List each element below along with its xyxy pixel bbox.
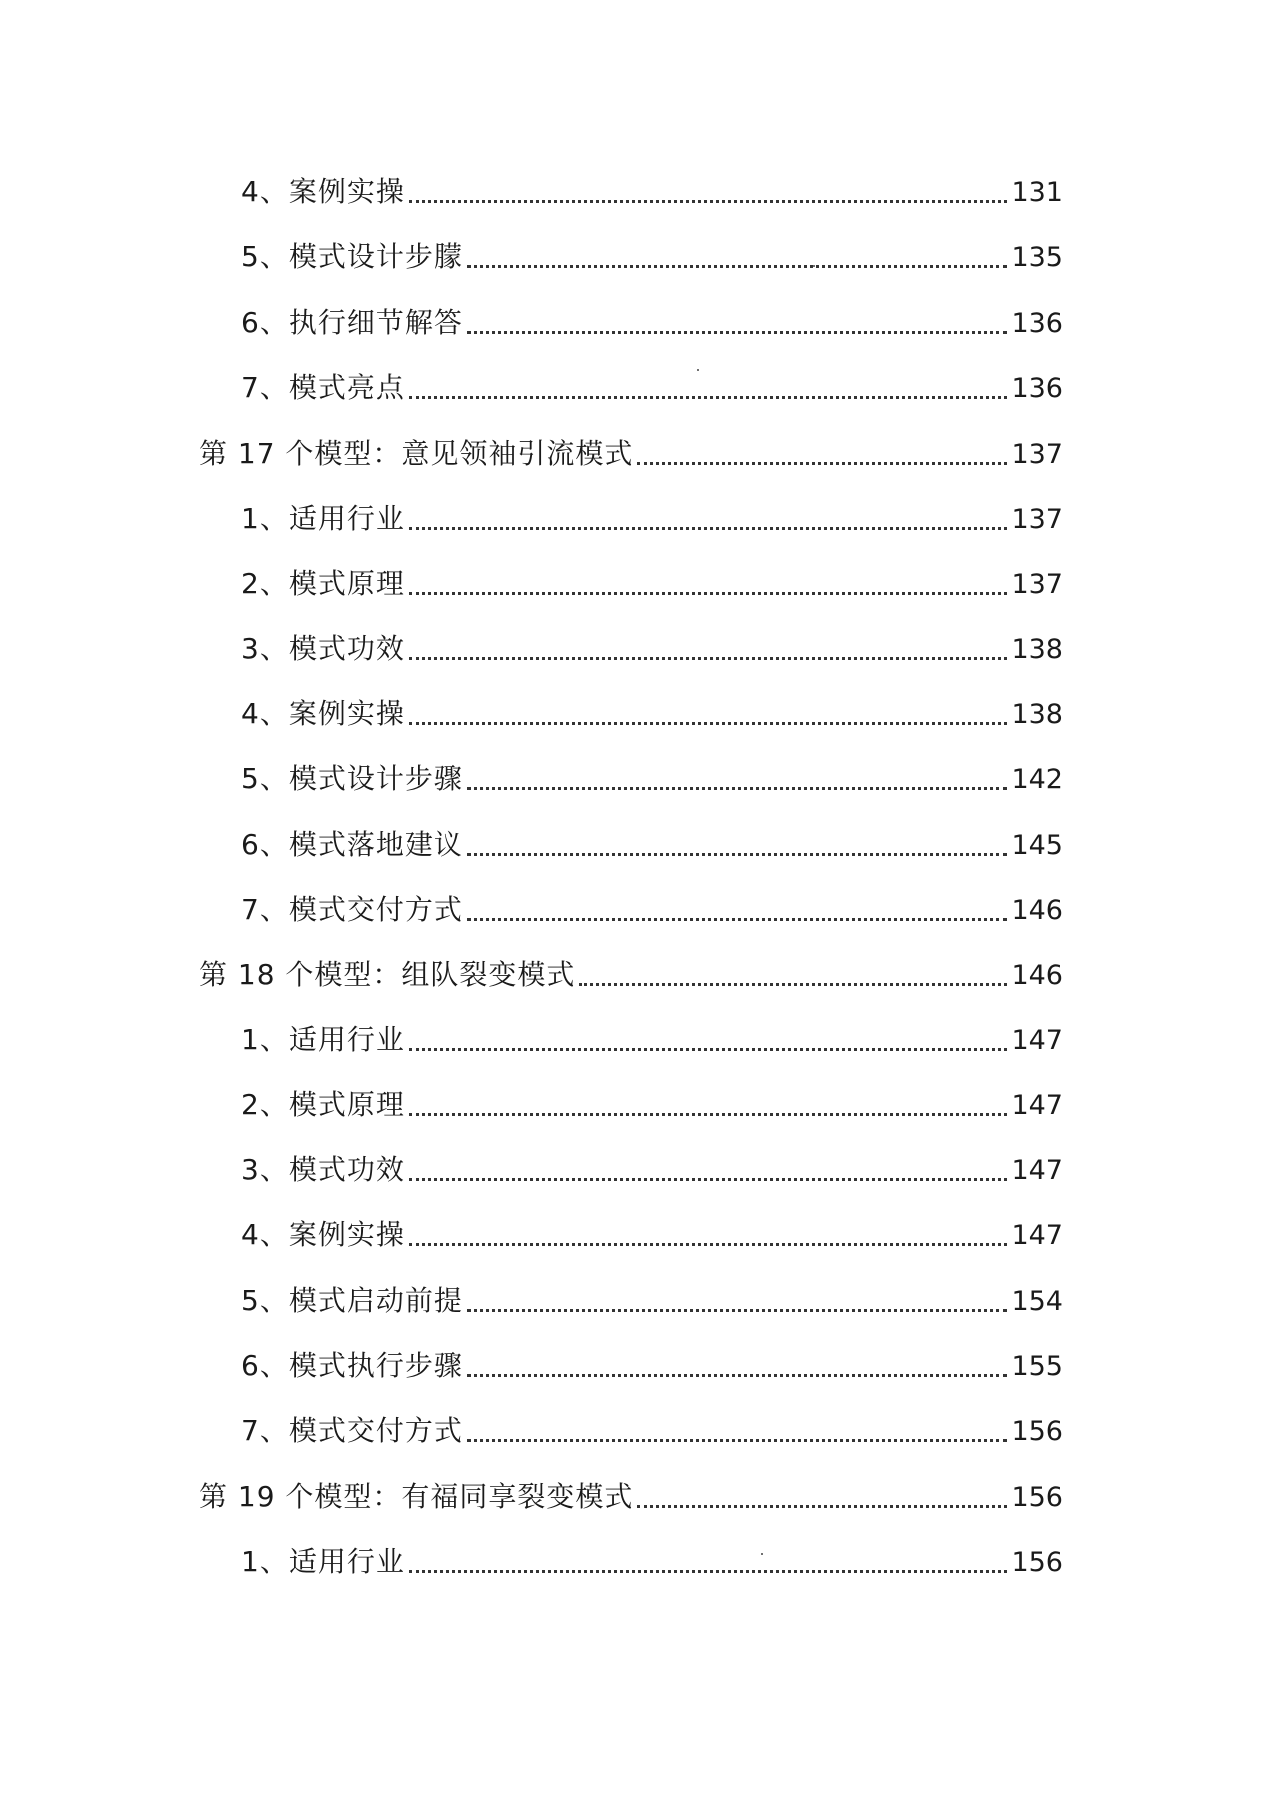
toc-entry[interactable] — [241, 303, 1063, 343]
dot-leader — [467, 1308, 1008, 1312]
toc-entry-label: 7、模式交付方式 — [241, 1414, 463, 1447]
toc-entry-page-number: 147 — [1011, 1090, 1063, 1121]
toc-entry[interactable] — [241, 1150, 1063, 1190]
toc-entry-label: 4、案例实操 — [241, 175, 405, 208]
toc-entry-page-number: 147 — [1011, 1025, 1063, 1056]
dot-leader — [579, 982, 1007, 986]
toc-entry-page-number: 145 — [1011, 830, 1063, 861]
toc-entry-page-number: 154 — [1011, 1286, 1063, 1317]
dot-leader — [409, 656, 1008, 660]
toc-entry-label: 第 19 个模型：有福同享裂变模式 — [199, 1480, 634, 1513]
dot-leader — [409, 1177, 1008, 1181]
toc-entry[interactable] — [241, 1542, 1063, 1582]
toc-entry-label: 2、模式原理 — [241, 567, 405, 600]
toc-entry-page-number: 156 — [1011, 1482, 1063, 1513]
toc-entry[interactable] — [241, 629, 1063, 669]
toc-entry[interactable] — [241, 1215, 1063, 1255]
dot-leader — [637, 1504, 1007, 1508]
toc-entry[interactable] — [241, 890, 1063, 930]
toc-entry[interactable] — [241, 237, 1063, 277]
toc-entry-page-number: 147 — [1011, 1155, 1063, 1186]
toc-entry-page-number: 147 — [1011, 1220, 1063, 1251]
toc-entry[interactable] — [241, 564, 1063, 604]
dot-leader — [409, 199, 1008, 203]
toc-entry-label: 2、模式原理 — [241, 1088, 405, 1121]
toc-entry-page-number: 155 — [1011, 1351, 1063, 1382]
scan-speck — [761, 1553, 763, 1555]
toc-entry-label: 第 17 个模型：意见领袖引流模式 — [199, 437, 634, 470]
toc-entry-label: 第 18 个模型：组队裂变模式 — [199, 958, 576, 991]
toc-entry-page-number: 137 — [1011, 439, 1063, 470]
dot-leader — [409, 1569, 1008, 1573]
toc-entry-page-number: 156 — [1011, 1416, 1063, 1447]
scan-speck — [813, 265, 815, 267]
toc-entry-page-number: 156 — [1011, 1547, 1063, 1578]
toc-entry-label: 3、模式功效 — [241, 632, 405, 665]
toc-entry-label: 1、适用行业 — [241, 502, 405, 535]
toc-entry-label: 7、模式交付方式 — [241, 893, 463, 926]
toc-entry[interactable] — [241, 759, 1063, 799]
dot-leader — [409, 1047, 1008, 1051]
dot-leader — [637, 461, 1007, 465]
toc-entry-label: 1、适用行业 — [241, 1023, 405, 1056]
toc-entry-page-number: 136 — [1011, 373, 1063, 404]
toc-entry[interactable] — [241, 1085, 1063, 1125]
dot-leader — [409, 526, 1008, 530]
toc-entry-label: 6、模式落地建议 — [241, 828, 463, 861]
dot-leader — [467, 330, 1008, 334]
dot-leader — [409, 591, 1008, 595]
toc-entry[interactable] — [241, 1281, 1063, 1321]
dot-leader — [409, 721, 1008, 725]
toc-entry-page-number: 142 — [1011, 764, 1063, 795]
toc-entry[interactable] — [241, 1346, 1063, 1386]
dot-leader — [409, 1242, 1008, 1246]
toc-entry-page-number: 136 — [1011, 308, 1063, 339]
toc-entry-page-number: 146 — [1011, 960, 1063, 991]
toc-entry[interactable] — [241, 825, 1063, 865]
toc-entry[interactable] — [241, 1411, 1063, 1451]
toc-entry-label: 7、模式亮点 — [241, 371, 405, 404]
toc-entry-label: 5、模式启动前提 — [241, 1284, 463, 1317]
toc-entry-page-number: 138 — [1011, 634, 1063, 665]
toc-chapter-entry[interactable] — [199, 955, 1063, 995]
dot-leader — [409, 395, 1008, 399]
dot-leader — [409, 1112, 1008, 1116]
toc-entry-page-number: 138 — [1011, 699, 1063, 730]
toc-entry[interactable] — [241, 172, 1063, 212]
toc-chapter-entry[interactable] — [199, 434, 1063, 474]
scan-speck — [697, 369, 699, 371]
toc-entry[interactable] — [241, 368, 1063, 408]
toc-entry-label: 5、模式设计步朦 — [241, 240, 463, 273]
toc-entry-label: 4、案例实操 — [241, 697, 405, 730]
toc-entry-page-number: 137 — [1011, 504, 1063, 535]
toc-chapter-entry[interactable] — [199, 1477, 1063, 1517]
toc-entry-page-number: 131 — [1011, 177, 1063, 208]
dot-leader — [467, 917, 1008, 921]
toc-entry-label: 1、适用行业 — [241, 1545, 405, 1578]
toc-entry-label: 3、模式功效 — [241, 1153, 405, 1186]
toc-entry-label: 5、模式设计步骤 — [241, 762, 463, 795]
dot-leader — [467, 264, 1008, 268]
dot-leader — [467, 1373, 1008, 1377]
toc-entry-label: 4、案例实操 — [241, 1218, 405, 1251]
toc-entry-label: 6、模式执行步骤 — [241, 1349, 463, 1382]
toc-entry[interactable] — [241, 694, 1063, 734]
toc-entry[interactable] — [241, 499, 1063, 539]
toc-entry-page-number: 137 — [1011, 569, 1063, 600]
dot-leader — [467, 852, 1008, 856]
dot-leader — [467, 1438, 1008, 1442]
toc-entry-page-number: 146 — [1011, 895, 1063, 926]
toc-entry-page-number: 135 — [1011, 242, 1063, 273]
toc-entry-label: 6、执行细节解答 — [241, 306, 463, 339]
toc-entry[interactable] — [241, 1020, 1063, 1060]
dot-leader — [467, 786, 1008, 790]
